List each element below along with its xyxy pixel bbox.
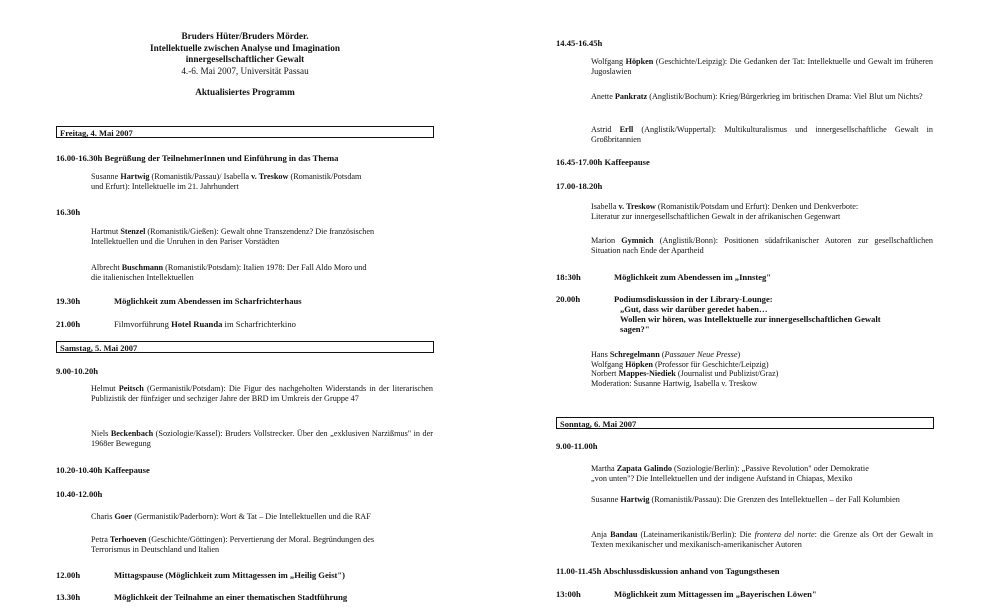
slot-time: 20.00h: [556, 294, 581, 304]
speaker-name: Hartwig: [120, 172, 150, 181]
talk-erll: [591, 125, 933, 144]
talk-beckenbach: [91, 429, 433, 448]
speaker-name: v. Treskow: [618, 202, 656, 211]
speaker-name: Terhoeven: [109, 535, 147, 544]
slot-time: 11.00-11.45h: [556, 566, 602, 576]
talk-text: Martha: [591, 464, 617, 473]
slot-title: Möglichkeit zum Abendessen im „Innsteg": [614, 272, 772, 282]
talk-text: (Romanistik/Potsdam: [288, 172, 362, 181]
podium-participants: [591, 350, 933, 388]
talk-text: Albrecht: [91, 263, 122, 272]
slot-saturday-10: [556, 294, 934, 334]
talk-text: Astrid: [591, 125, 620, 134]
speaker-name: Peitsch: [118, 384, 144, 393]
podium-title: [614, 294, 934, 334]
talk-text: die italienischen Intellektuellen: [91, 272, 194, 282]
speaker-name: Pankratz: [614, 92, 648, 101]
talk-text: Intellektuellen und die Unruhen in den Pariser Vorstädten: [91, 236, 280, 246]
slot-time: 9.00-10.20h: [56, 366, 99, 376]
talk-text: Literatur zur innergesellschaftlichen Gewalt in der afrikanischen Gegenwart: [591, 211, 841, 221]
title-line-2: Intellektuelle zwischen Analyse und Imagination: [150, 42, 340, 53]
title-line-1: Bruders Hüter/Bruders Mörder.: [181, 31, 309, 41]
film-title: Hotel Ruanda: [171, 319, 223, 329]
slot-friday-3: [56, 296, 434, 306]
talk-text: (Germanistik/Paderborn): Wort & Tat – Die Intellektuellen und die RAF: [132, 512, 371, 521]
talk-text: Terrorismus in Deutschland und Italien: [91, 544, 220, 554]
slot-time: 10.40-12.00h: [56, 489, 103, 499]
day-header-saturday: Samstag, 5. Mai 2007: [56, 341, 434, 353]
talk-text: Niels: [91, 429, 111, 438]
speaker-name: Buschmann: [121, 263, 164, 272]
talk-text: Susanne: [591, 495, 621, 504]
podium-title-line: sagen?": [620, 324, 650, 334]
talk-hoepken: [591, 57, 933, 76]
slot-sunday-3: [556, 589, 934, 599]
slot-time: 13.30h: [56, 592, 81, 602]
slot-title: Mittagspause (Möglichkeit zum Mittagessen im „Heilig Geist"): [114, 570, 346, 580]
speaker-name: v. Treskow: [251, 172, 289, 181]
program-label: Aktualisiertes Programm: [195, 87, 295, 97]
slot-time: 18:30h: [556, 272, 581, 282]
day-header-sunday: Sonntag, 6. Mai 2007: [556, 417, 934, 429]
slot-title: Filmvorführung: [114, 319, 172, 329]
slot-time: 16.00-16.30h: [56, 153, 103, 163]
talk-text: (Geschichte/Leipzig): Die Gedanken der Tat: Intellektuelle und Gewalt im früheren Jugoslawien: [591, 57, 933, 76]
speaker-name: Hartwig: [620, 495, 650, 504]
talk-text: Susanne: [91, 172, 121, 181]
talk-text: Wolfgang: [591, 359, 626, 369]
slot-title: Abschlussdiskussion anhand von Tagungsthesen: [603, 566, 780, 576]
talk-text: (Professor für Geschichte/Leipzig): [652, 359, 769, 369]
slot-title: Begrüßung der TeilnehmerInnen und Einführung in das Thema: [104, 153, 339, 163]
talk-buschmann: [91, 263, 433, 282]
slot-saturday-7: [556, 157, 934, 167]
slot-title: Kaffeepause: [604, 157, 650, 167]
talk-hartwig: [591, 495, 933, 505]
slot-time: 19.30h: [56, 296, 81, 306]
speaker-name: Gymnich: [621, 236, 654, 245]
talk-text: „von unten"? Die Intellektuellen und der indigene Aufstand in Chiapas, Mexiko: [591, 473, 853, 483]
speaker-name: Stenzel: [120, 227, 146, 236]
slot-friday-2: [56, 207, 434, 217]
slot-time: 12.00h: [56, 570, 81, 580]
talk-text: (Anglistik/Wuppertal): Multikulturalismus und innergesellschaftliche Gewalt in Großbritannien: [591, 125, 933, 144]
talk-text: Hartmut: [91, 227, 121, 236]
talk-gymnich: [591, 236, 933, 255]
talk-text: Marion: [591, 236, 622, 245]
day-header-friday: Freitag, 4. Mai 2007: [56, 126, 434, 138]
slot-title: Möglichkeit zum Abendessen im Scharfrichterhaus: [114, 296, 302, 306]
talk-text: (Romanistik/Potsdam): Italien 1978: Der Fall Aldo Moro und: [163, 263, 367, 272]
slot-time: 16.45-17.00h: [556, 157, 603, 167]
podium-title-line: Podiumsdiskussion in der Library-Lounge:: [614, 294, 773, 304]
talk-text: ): [737, 350, 741, 359]
title-line-3: innergesellschaftlicher Gewalt: [185, 54, 305, 64]
moderation: Moderation: Susanne Hartwig, Isabella v. Treskow: [591, 378, 758, 388]
slot-friday-4: [56, 319, 434, 329]
talk-text: (Journalist und Publizist/Graz): [675, 369, 779, 379]
slot-saturday-4: [56, 570, 434, 580]
speaker-name: Erll: [619, 125, 634, 134]
podium-title-line: Wollen wir hören, was Intellektuelle zur innergesellschaftlichen Gewalt: [620, 314, 881, 324]
talk-pankratz: [591, 92, 933, 102]
italic-term: frontera del norte: [754, 530, 815, 539]
slot-time: 14.45-16.45h: [556, 38, 603, 48]
slot-saturday-3: [56, 489, 434, 499]
talk-text: (Anglistik/Bonn): Positionen südafrikanischer Autoren zur gesellschaftlichen Situation nach Ende der Apartheid: [591, 236, 933, 255]
date-place: 4.-6. Mai 2007, Universität Passau: [181, 65, 309, 76]
slot-sunday-1: [556, 441, 934, 451]
talk-text: Anja: [591, 530, 611, 539]
slot-title: Möglichkeit zum Mittagessen im „Bayerischen Löwen": [614, 589, 817, 599]
newspaper-name: Passauer Neue Presse: [664, 350, 738, 359]
talk-text: (Romanistik/Potsdam und Erfurt): Denken und Denkverbote:: [655, 202, 859, 211]
slot-saturday-2: [56, 465, 434, 475]
talk-text: (Soziologie/Kassel): Bruders Vollstrecker. Über den „exklusiven Narzißmus" in der 1968er Bewegung: [91, 429, 433, 448]
talk-text: Hans: [591, 350, 610, 359]
slot-time: 16.30h: [56, 207, 81, 217]
talk-text: : die Grenze als Ort der Gewalt in Texten mexikanischer und mexikanisch-amerikanischer Autoren: [591, 530, 934, 549]
slot-title: im Scharfrichterkino: [222, 319, 296, 329]
slot-title: Kaffeepause: [104, 465, 150, 475]
speaker-name: Mappes-Niediek: [618, 369, 676, 379]
slot-saturday-8: [556, 181, 934, 191]
slot-time: 13:00h: [556, 589, 581, 599]
talk-stenzel: [91, 227, 433, 246]
slot-saturday-1: [56, 366, 434, 376]
speaker-name: Schregelmann: [609, 350, 660, 359]
talk-text: (Germanistik/Potsdam): Die Figur des nachgeholten Widerstands in der literarischen Publizistik der fünfziger und sechziger Jahre der BRD im Umkreis der Gruppe 47: [91, 384, 433, 403]
talk-text: Petra: [91, 535, 110, 544]
slot-saturday-6: [556, 38, 934, 48]
slot-time: 17.00-18.20h: [556, 181, 603, 191]
talk-peitsch: [91, 384, 433, 403]
talk-text: Wolfgang: [591, 57, 626, 66]
talk-text: Charis: [91, 512, 115, 521]
slot-saturday-9: [556, 272, 934, 282]
podium-title-line: „Gut, dass wir darüber geredet haben…: [620, 304, 768, 314]
talk-goer: [91, 512, 433, 522]
speaker-name: Zapata Galindo: [616, 464, 672, 473]
slot-time: 21.00h: [56, 319, 81, 329]
talk-text: (Romanistik/Passau): Die Grenzen des Intellektuellen – der Fall Kolumbien: [649, 495, 900, 504]
slot-saturday-5: [56, 592, 434, 602]
talk-text: Anette: [591, 92, 615, 101]
speaker-name: Bandau: [610, 530, 638, 539]
talk-treskow: [591, 202, 933, 221]
program-header: [56, 31, 434, 99]
slot-title: Möglichkeit der Teilnahme an einer thematischen Stadtführung: [114, 592, 348, 602]
talk-text: und Erfurt): Intellektuelle im 21. Jahrhundert: [91, 181, 239, 191]
speaker-name: Höpken: [625, 359, 653, 369]
slot-time: 10.20-10.40h: [56, 465, 103, 475]
talk-text: (Anglistik/Bochum): Krieg/Bürgerkrieg im britischen Drama: Viel Blut um Nichts?: [647, 92, 923, 101]
talk-text: Helmut: [91, 384, 119, 393]
talk-text: Isabella: [591, 202, 619, 211]
talk-text: (Soziologie/Berlin): „Passive Revolution" oder Demokratie: [672, 464, 869, 473]
speaker-name: Höpken: [625, 57, 654, 66]
talk-zapata-galindo: [591, 464, 933, 483]
slot-time: 9.00-11.00h: [556, 441, 598, 451]
talk-terhoeven: [91, 535, 433, 554]
speaker-name: Beckenbach: [110, 429, 154, 438]
talk-text: (Romanistik/Gießen): Gewalt ohne Transzendenz? Die französischen: [145, 227, 375, 236]
speaker-name: Goer: [114, 512, 133, 521]
talk-text: (Geschichte/Göttingen): Pervertierung der Moral. Begründungen des: [146, 535, 375, 544]
talk-hartwig-treskow: [91, 172, 433, 191]
talk-text: (Lateinamerikanistik/Berlin): Die: [637, 530, 755, 539]
talk-text: (: [659, 350, 665, 359]
talk-text: (Romanistik/Passau)/ Isabella: [149, 172, 252, 181]
talk-text: Norbert: [591, 369, 619, 379]
talk-bandau: [591, 530, 933, 549]
slot-friday-1: [56, 153, 434, 163]
slot-sunday-2: [556, 566, 934, 576]
